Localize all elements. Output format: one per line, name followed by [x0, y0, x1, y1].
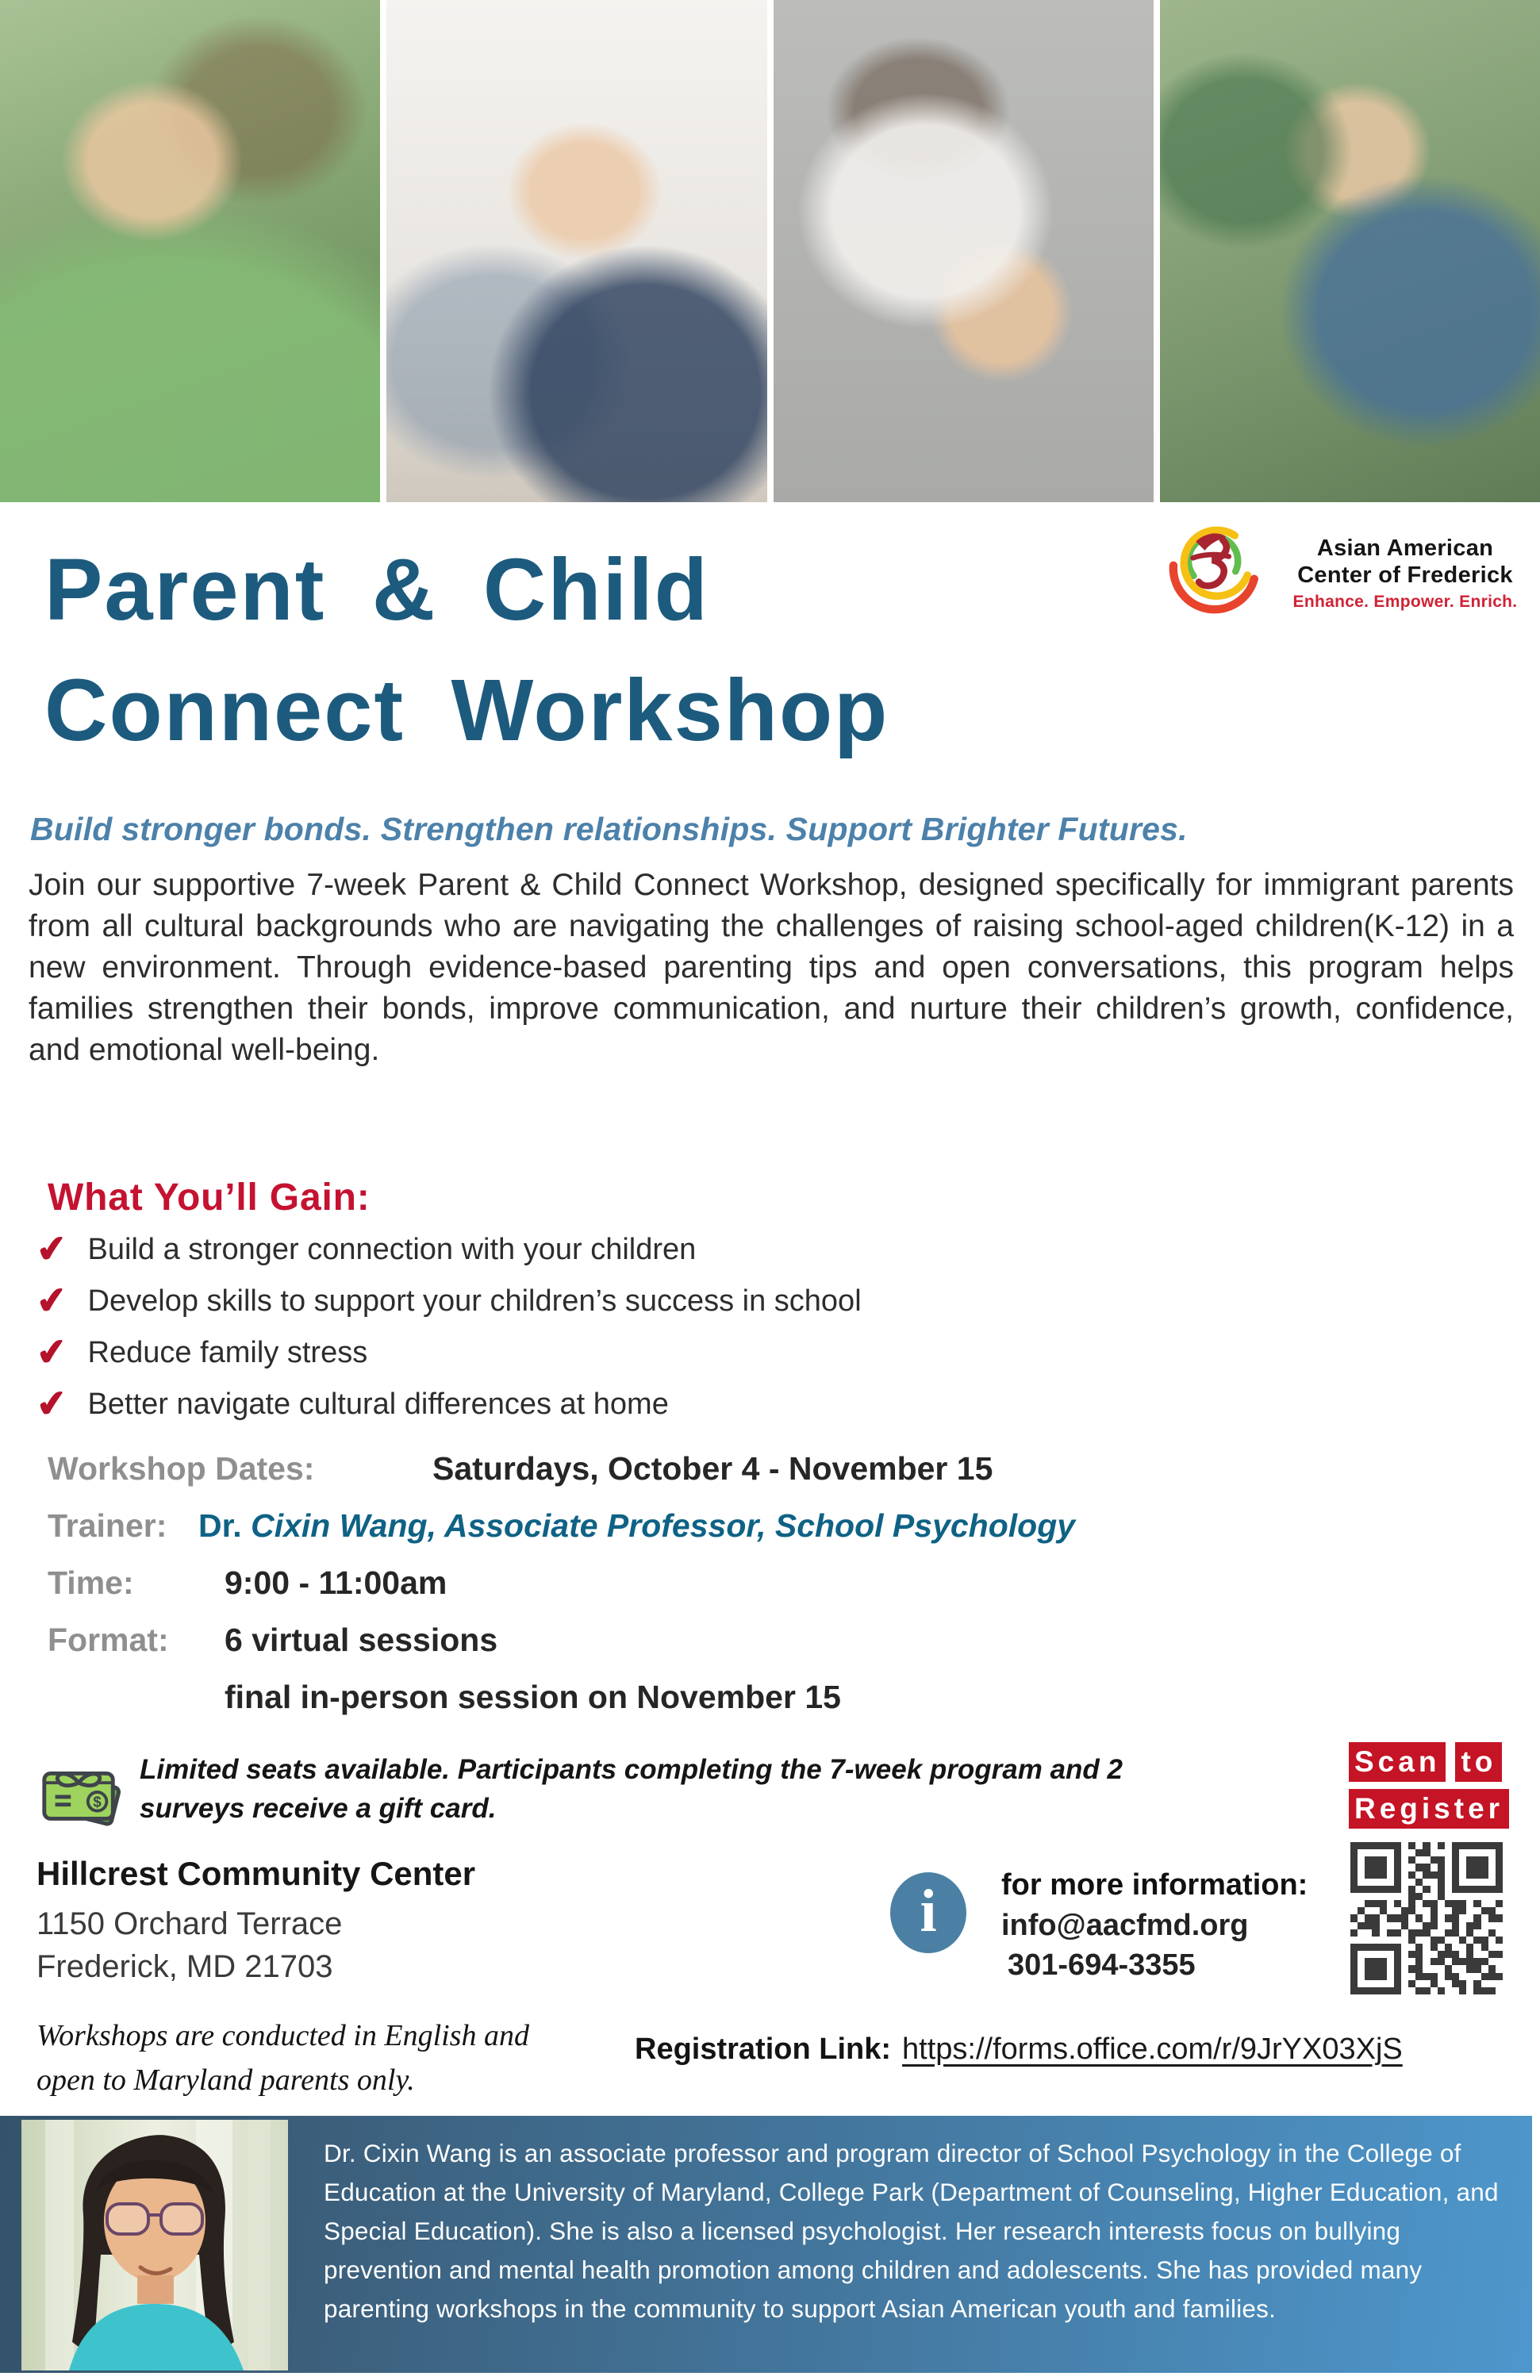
qr-code	[1350, 1842, 1503, 1994]
org-logo	[1160, 516, 1539, 635]
scan-to-register	[1349, 1742, 1531, 1836]
checkmark-icon: ✔	[34, 1330, 70, 1374]
family-photo-1	[0, 0, 380, 502]
gain-checklist	[34, 1226, 1306, 1438]
time-value: 9:00 - 11:00am	[225, 1564, 447, 1601]
location-block	[36, 1855, 475, 1988]
gain-item-text: Reduce family stress	[87, 1336, 368, 1369]
registration-row	[635, 2033, 1403, 2067]
trainer-bio-text: Dr. Cixin Wang is an associate professor and program director of School Psychology in the College of Education at the University of Maryland, College Park (Department of Counseling, Higher Education, and Special Education). She is also a licensed psychologist. Her research interests focus on bullying prevention and mental health promotion among children and adolescents. She has provided many parenting workshops in the community to support Asian American youth and families.	[324, 2139, 1499, 2323]
dates-label: Workshop Dates:	[48, 1450, 315, 1487]
detail-row-trainer	[48, 1507, 1492, 1544]
checkmark-icon: ✔	[34, 1278, 70, 1322]
info-icon: i	[890, 1872, 966, 1953]
contact-phone: 301-694-3355	[1008, 1948, 1196, 1982]
svg-text:$: $	[93, 1793, 102, 1810]
language-note-line2: open to Maryland parents only.	[36, 2063, 415, 2097]
format-value: 6 virtual sessions	[225, 1622, 498, 1658]
list-item	[34, 1226, 1306, 1271]
page-title-line1: Parent & Child	[44, 541, 709, 639]
venue-name: Hillcrest Community Center	[36, 1855, 476, 1892]
trainer-prefix: Dr.	[198, 1507, 242, 1544]
list-item	[34, 1278, 1306, 1322]
contact-block	[1001, 1864, 1308, 1985]
contact-email: info@aacfmd.org	[1001, 1909, 1249, 1942]
family-photo-4	[1160, 0, 1540, 502]
family-photo-3	[774, 0, 1154, 502]
family-photo-2	[386, 0, 766, 502]
seats-note-block	[36, 1744, 1179, 1836]
detail-row-dates	[48, 1450, 1492, 1487]
gain-item-text: Build a stronger connection with your children	[87, 1233, 697, 1266]
registration-label: Registration Link:	[635, 2033, 892, 2066]
trainer-portrait-photo	[21, 2120, 288, 2370]
org-name-line2: Center of Frederick	[1297, 562, 1513, 588]
checkmark-icon: ✔	[34, 1381, 70, 1426]
scan-chip: Register	[1349, 1789, 1509, 1829]
language-note	[36, 2013, 529, 2102]
detail-row-format2	[48, 1679, 1492, 1715]
org-motto: Enhance. Empower. Enrich.	[1292, 593, 1518, 611]
page-title	[44, 530, 1139, 771]
trainer-name: Cixin Wang, Associate Professor, School Psychology	[241, 1507, 1076, 1544]
contact-heading: for more information:	[1001, 1868, 1308, 1902]
org-logo-text	[1271, 516, 1539, 612]
language-note-line1: Workshops are conducted in English and	[36, 2019, 529, 2052]
gain-item-text: Better navigate cultural differences at home	[87, 1388, 669, 1421]
page-title-line2: Connect Workshop	[44, 662, 889, 759]
gain-item-text: Develop skills to support your children’s success in school	[87, 1284, 862, 1318]
list-item	[34, 1330, 1306, 1374]
scan-chip: to	[1455, 1742, 1502, 1782]
checkmark-icon: ✔	[34, 1226, 70, 1271]
aacf-logo-icon	[1160, 516, 1265, 635]
detail-row-time	[48, 1564, 1492, 1601]
trainer-label: Trainer:	[48, 1507, 167, 1544]
org-name-line1: Asian American	[1316, 536, 1494, 561]
detail-row-format	[48, 1622, 1492, 1658]
venue-address-line1: 1150 Orchard Terrace	[36, 1906, 343, 1941]
list-item	[34, 1381, 1306, 1426]
venue-address-line2: Frederick, MD 21703	[36, 1949, 333, 1984]
format-value-line2: final in-person session on November 15	[225, 1679, 841, 1715]
scan-chip: Scan	[1349, 1742, 1446, 1782]
seats-note-text: Limited seats available. Participants completing the 7-week program and 2 surveys receive a gift card.	[140, 1754, 1123, 1824]
intro-paragraph: Join our supportive 7-week Parent & Child Connect Workshop, designed specifically for immigrant parents from all cultural backgrounds who are navigating the challenges of raising school-aged children(K-12) in a new environment. Through evidence-based parenting tips and open conversations, this program helps families strengthen their bonds, improve communication, and nurture their children’s growth, confidence, and emotional well-being.	[29, 868, 1514, 1067]
header-photo-strip	[0, 0, 1540, 502]
gift-card-icon	[36, 1749, 124, 1836]
time-label: Time:	[48, 1564, 134, 1601]
tagline: Build stronger bonds. Strengthen relationships. Support Brighter Futures.	[30, 811, 1188, 847]
gain-heading: What You’ll Gain:	[48, 1177, 371, 1219]
registration-link[interactable]: https://forms.office.com/r/9JrYX03XjS	[902, 2033, 1403, 2066]
dates-value: Saturdays, October 4 - November 15	[432, 1450, 993, 1487]
workshop-details	[48, 1450, 1492, 1736]
format-label: Format:	[48, 1622, 169, 1658]
